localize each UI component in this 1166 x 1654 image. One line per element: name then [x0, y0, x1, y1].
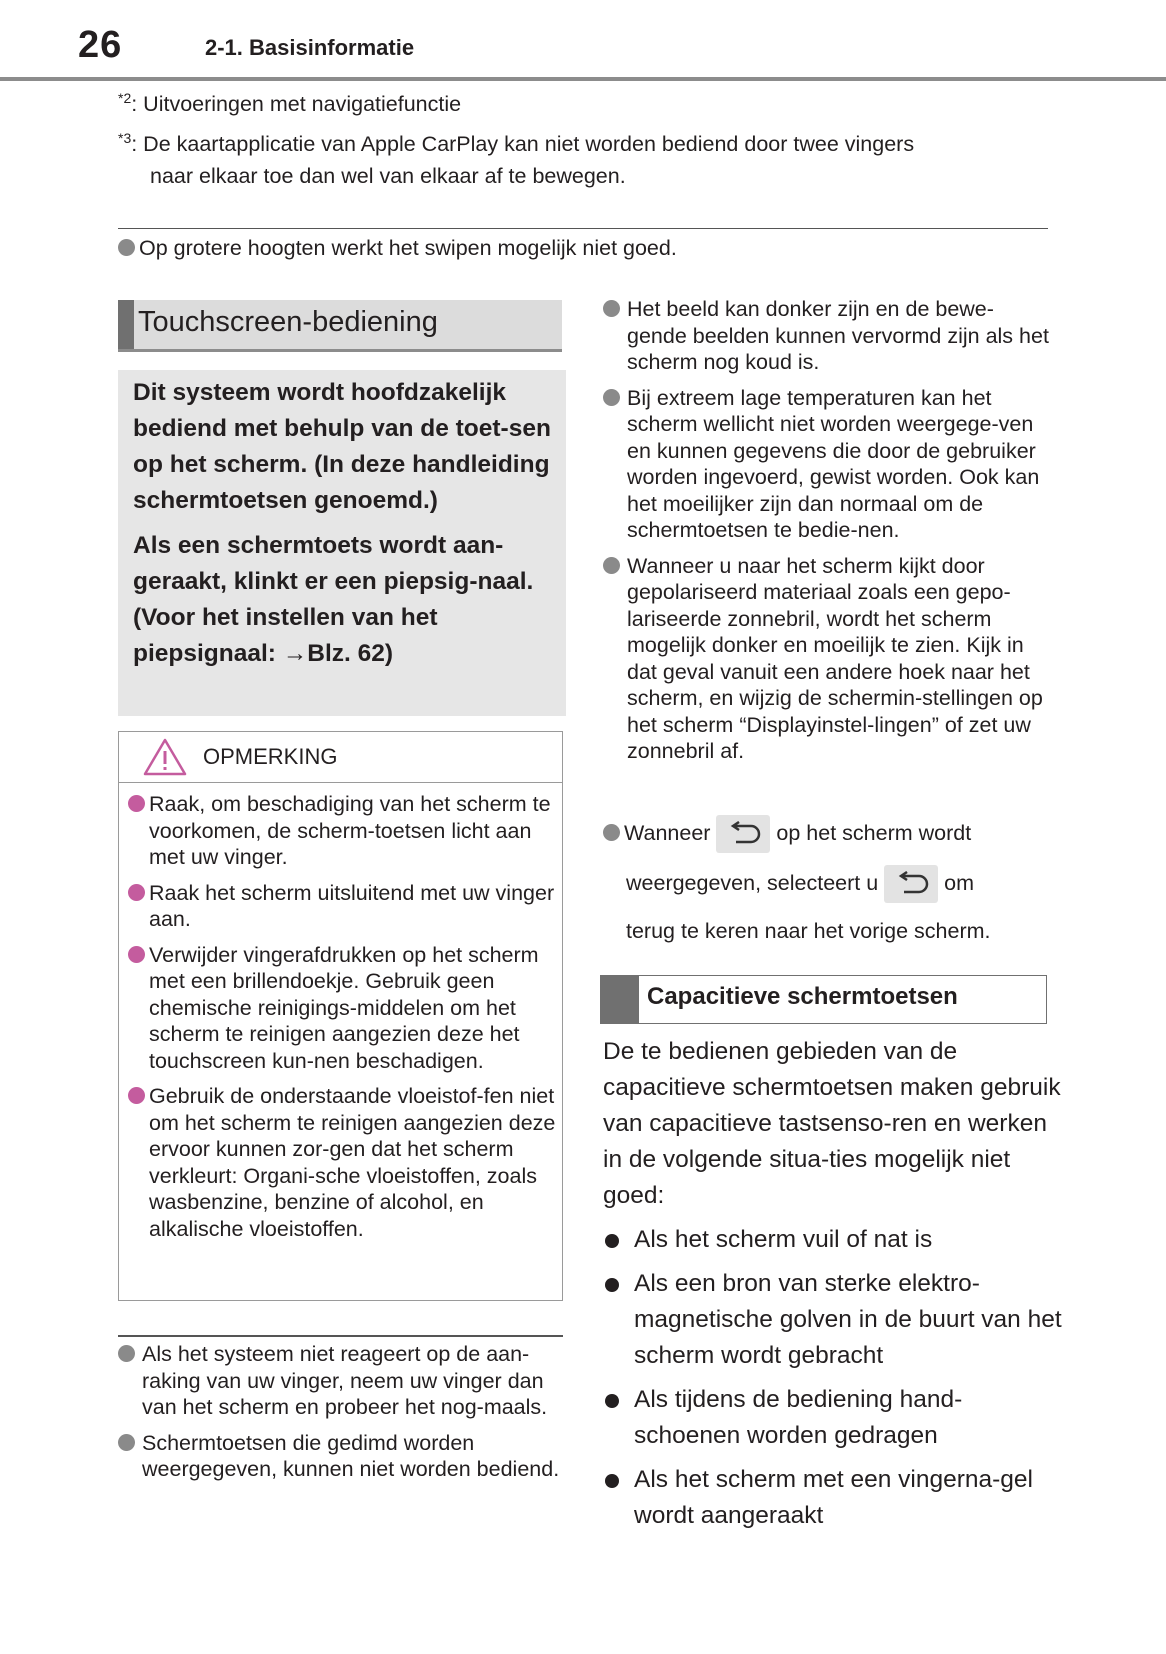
note-text: Schermtoetsen die gedimd worden weergegeven, kunnen niet worden bediend.	[142, 1430, 560, 1481]
page-number: 26	[78, 24, 123, 66]
list-item: Als tijdens de bediening hand-schoenen worden gedragen	[603, 1382, 1063, 1454]
left-notes	[118, 1341, 568, 1492]
warning-triangle-icon	[143, 738, 187, 776]
note-item	[118, 1430, 568, 1483]
pink-bullet-icon	[128, 946, 145, 963]
caution-item	[119, 942, 562, 1075]
heading-text: Touchscreen-bediening	[138, 306, 438, 338]
divider	[118, 228, 1048, 229]
pink-bullet-icon	[128, 795, 145, 812]
grey-bullet-icon	[603, 300, 620, 317]
note-text: Wanneer	[624, 821, 711, 845]
note-text: op het scherm wordt	[776, 821, 972, 845]
caution-box	[118, 731, 563, 1301]
capacitive-intro: De te bedienen gebieden van de capacitieve schermtoetsen maken gebruik van capacitieve tastsenso-ren en werken in de volgende situa-ties mogelijk niet goed:	[603, 1038, 1061, 1209]
touchscreen-heading	[118, 300, 562, 352]
right-notes	[603, 296, 1053, 774]
intro-box	[118, 370, 566, 716]
caution-item-text: Raak het scherm uitsluitend met uw vinger aan.	[149, 880, 555, 931]
note-text: Het beeld kan donker zijn en de bewe-gende beelden kunnen vervormd zijn als het scherm nog koud is.	[627, 297, 1049, 374]
intro-paragraph: Dit systeem wordt hoofdzakelijk bediend met behulp van de toet-sen op het scherm. (In deze handleiding schermtoetsen genoemd.)	[133, 379, 551, 514]
grey-bullet-icon	[603, 824, 620, 841]
section-title: 2-1. Basisinformatie	[205, 35, 415, 60]
intro-paragraph: Als een schermtoets wordt aan-geraakt, klinkt er een piepsig-naal. (Voor het instellen van het piepsignaal: →Blz. 62)	[133, 532, 534, 667]
note-text: Als het systeem niet reageert op de aan-raking van uw vinger, neem uw vinger dan van het scherm en probeer het nog-maals.	[142, 1342, 548, 1419]
note-text: Op grotere hoogten werkt het swipen mogelijk niet goed.	[139, 236, 677, 260]
footnote-text: : De kaartapplicatie van Apple CarPlay kan niet worden bediend door twee vingers	[131, 132, 915, 156]
heading-bar	[118, 300, 134, 349]
grey-bullet-icon	[118, 239, 135, 256]
caution-item	[119, 880, 562, 933]
back-button-icon	[884, 865, 938, 903]
grey-bullet-icon	[603, 389, 620, 406]
footnote-text: : Uitvoeringen met navigatiefunctie	[131, 92, 462, 116]
list-item: Als het scherm met een vingerna-gel wordt aangeraakt	[603, 1462, 1063, 1534]
back-button-note	[603, 812, 1063, 950]
note-item	[603, 296, 1053, 376]
footnote-mark: *2	[118, 90, 132, 106]
grey-bullet-icon	[118, 1434, 135, 1451]
note-text: Wanneer u naar het scherm kijkt door gepolariseerd materiaal zoals een gepo-lariseerde zonnebril, wordt het scherm mogelijk donker en moeilijk te zien. Kijk in dat geval vanuit een andere hoek naar het scherm, en wijzig de schermin-stellingen op het scherm “Displayinstel-lingen” of zet uw zonnebril af.	[627, 553, 1043, 763]
list-item: Als het scherm vuil of nat is	[603, 1222, 1063, 1258]
note-altitude	[118, 236, 677, 261]
note-text: Bij extreem lage temperaturen kan het scherm wellicht niet worden weergege-ven en kunnen gegevens die door de gebruiker worden ingevoerd, gewist worden. Ook kan het moeilijker zijn dan normaal om de schermtoetsen te bedie-nen.	[627, 385, 1040, 542]
note-text: weergegeven, selecteert u	[626, 871, 879, 895]
footnote-text-continued: naar elkaar toe dan wel van elkaar af te bewegen.	[150, 164, 626, 188]
caution-item	[119, 791, 562, 871]
grey-bullet-icon	[603, 557, 620, 574]
caution-item-text: Verwijder vingerafdrukken op het scherm met een brillendoekje. Gebruik geen chemische reinigings-middelen om het scherm te reinigen aangezien deze het touchscreen kun-nen beschadigen.	[149, 942, 539, 1073]
caution-title: OPMERKING	[203, 744, 338, 769]
heading-bar	[601, 976, 639, 1023]
note-item	[603, 385, 1053, 544]
pink-bullet-icon	[128, 1087, 145, 1104]
pink-bullet-icon	[128, 884, 145, 901]
capacitive-list	[603, 1222, 1063, 1542]
footnote-2	[118, 88, 1018, 120]
divider	[118, 1335, 563, 1337]
grey-bullet-icon	[118, 1345, 135, 1362]
note-item	[603, 553, 1053, 765]
note-item	[118, 1341, 568, 1421]
note-text: terug te keren naar het vorige scherm.	[626, 919, 991, 943]
footnote-mark: *3	[118, 130, 132, 146]
note-text: om	[944, 871, 975, 895]
caution-item-text: Raak, om beschadiging van het scherm te voorkomen, de scherm-toetsen licht aan met uw vinger.	[149, 792, 551, 869]
back-button-icon	[716, 815, 770, 853]
footnote-3	[118, 128, 1018, 192]
list-item: Als een bron van sterke elektro-magnetische golven in de buurt van het scherm wordt gebracht	[603, 1266, 1063, 1374]
capacitive-heading	[600, 975, 1047, 1024]
caution-item	[119, 1083, 562, 1242]
heading-text: Capacitieve schermtoetsen	[647, 983, 958, 1010]
caution-item-text: Gebruik de onderstaande vloeistof-fen niet om het scherm te reinigen aangezien deze ervoor kunnen zor-gen dat het scherm verkleurt: Organi-sche vloeistoffen, zoals wasbenzine, benzine of alcohol, en alkalische vloeistoffen.	[149, 1084, 556, 1241]
caution-header	[119, 732, 562, 783]
header-rule	[0, 77, 1166, 81]
